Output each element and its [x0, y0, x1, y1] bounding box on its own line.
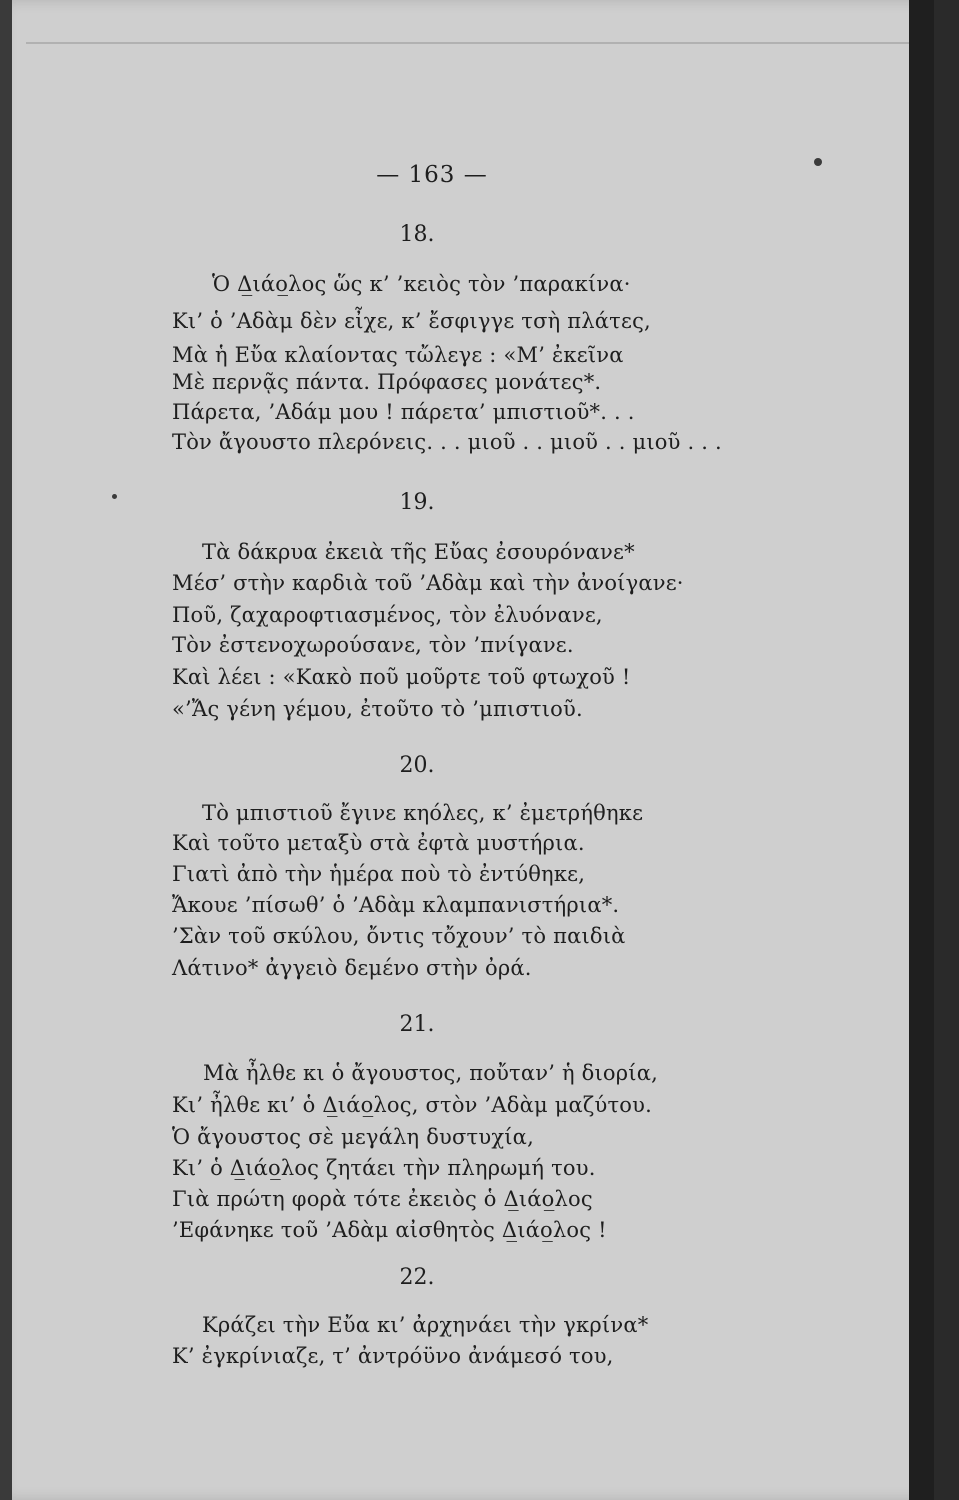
- verse-line: Ἄκουε ’πίσωθ’ ὁ ’Αδὰμ κλαμπανιστήρια*.: [172, 893, 620, 917]
- scan-left-border: [0, 0, 12, 1500]
- page-fold-line: [26, 42, 916, 44]
- verse-line: Καὶ λέει : «Κακὸ ποῦ μοῦρτε τοῦ φτωχοῦ !: [172, 665, 631, 689]
- verse-line: Ὁ Δ̲ιάο̲λος ὥς κ’ ’κειὸς τὸν ’παρακίνα·: [212, 272, 631, 296]
- verse-line: Μέσ’ στὴν καρδιὰ τοῦ ’Αδὰμ καὶ τὴν ἀνοίγανε·: [172, 571, 684, 595]
- stanza-number: 19.: [399, 490, 435, 515]
- verse-line: «’Ἄς γένη γέμου, ἐτοῦτο τὸ ’μπιστιοῦ.: [172, 697, 583, 721]
- verse-line: Κι’ ἦλθε κι’ ὁ Δ̲ιάο̲λος, στὸν ’Αδὰμ μαζύτου.: [172, 1093, 652, 1117]
- verse-line: Κι’ ὁ ’Αδὰμ δὲν εἶχε, κ’ ἔσφιγγε τσὴ πλάτες,: [172, 309, 651, 333]
- verse-line: Μὲ περνᾷς πάντα. Πρόφασες μονάτες*.: [172, 370, 602, 394]
- verse-line: Μὰ ἡ Εὔα κλαίοντας τὤλεγε : «Μ’ ἐκεῖνα: [172, 343, 624, 367]
- page-edge-shadow: [909, 0, 934, 1500]
- book-page: [12, 0, 934, 1500]
- verse-line: Κράζει τὴν Εὔα κι’ ἀρχηνάει τὴν γκρίνα*: [202, 1313, 649, 1337]
- verse-line: Ὁ ἄγουστος σὲ μεγάλη δυστυχία,: [172, 1125, 534, 1149]
- verse-line: Καὶ τοῦτο μεταξὺ στὰ ἐφτὰ μυστήρια.: [172, 831, 585, 855]
- verse-line: Τὸν ἐστενοχωρούσανε, τὸν ’πνίγανε.: [172, 633, 574, 657]
- stanza-number: 22.: [399, 1265, 435, 1290]
- verse-line: Τὸν ἄγουστο πλερόνεις. . . μιοῦ . . μιοῦ . . μιοῦ . . .: [172, 430, 722, 454]
- verse-line: Κ’ ἐγκρίνιαζε, τ’ ἀντρόϋνο ἀνάμεσό του,: [172, 1344, 614, 1368]
- verse-line: Λάτινο* ἀγγειὸ δεμένο στὴν ὀρά.: [172, 956, 532, 980]
- verse-line: Γιὰ πρώτη φορὰ τότε ἐκειὸς ὁ Δ̲ιάο̲λος: [172, 1187, 593, 1211]
- verse-line: Ποῦ, ζαχαροφτιασμένος, τὸν ἐλυόνανε,: [172, 603, 603, 627]
- verse-line: ’Εφάνηκε τοῦ ’Αδὰμ αἰσθητὸς Δ̲ιάο̲λος !: [172, 1218, 607, 1242]
- verse-line: Γιατὶ ἀπὸ τὴν ἡμέρα ποὺ τὸ ἐντύθηκε,: [172, 862, 586, 886]
- stanza-number: 18.: [399, 222, 435, 247]
- stanza-number: 21.: [399, 1012, 435, 1037]
- stanza-number: 20.: [399, 753, 435, 778]
- page-number: — 163 —: [376, 162, 488, 188]
- verse-line: Μὰ ἦλθε κι ὁ ἄγουστος, ποὔταν’ ἡ διορία,: [203, 1061, 658, 1085]
- verse-line: Κι’ ὁ Δ̲ιάο̲λος ζητάει τὴν πληρωμή του.: [172, 1156, 596, 1180]
- verse-line: Τὰ δάκρυα ἐκειὰ τῆς Εὔας ἐσουρόνανε*: [202, 540, 635, 564]
- verse-line: Τὸ μπιστιοῦ ἔγινε κηόλες, κ’ ἐμετρήθηκε: [202, 801, 644, 825]
- verse-line: ’Σὰν τοῦ σκύλου, ὄντις τὄχουν’ τὸ παιδιὰ: [172, 924, 626, 948]
- verse-line: Πάρετα, ’Αδάμ μου ! πάρετα’ μπιστιοῦ*. . .: [172, 400, 635, 424]
